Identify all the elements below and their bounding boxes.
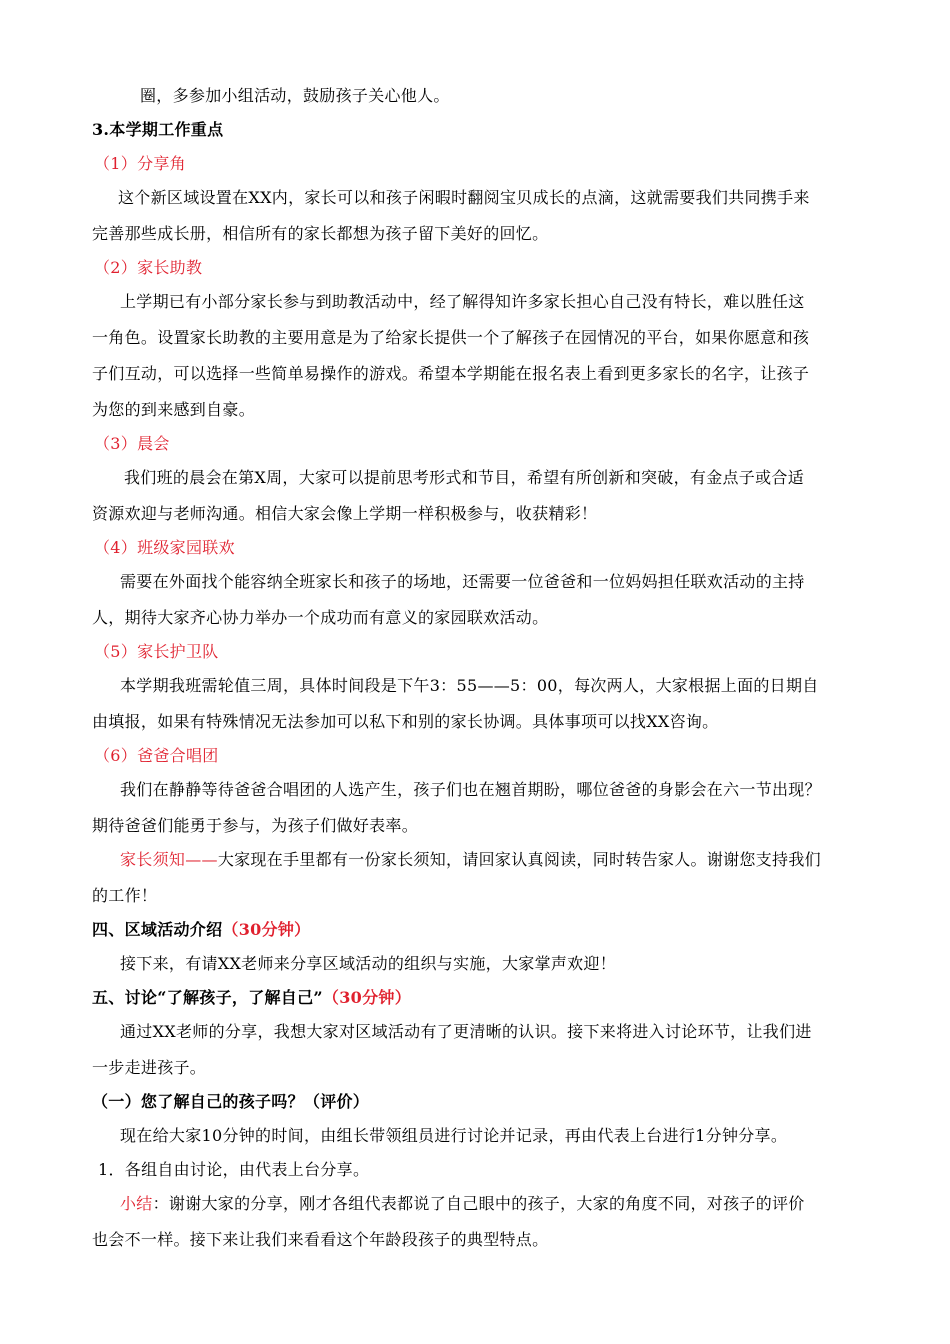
paragraph-line: 本学期我班需轮值三周，具体时间段是下午3：55——5：00，每次两人，大家根据上面的日期自 (120, 676, 819, 695)
paragraph-line: 的工作！ (92, 886, 158, 905)
section-title: 四、区域活动介绍 (92, 920, 223, 939)
paragraph-line: 子们互动，可以选择一些简单易操作的游戏。希望本学期能在报名表上看到更多家长的名字，让孩子 (92, 364, 810, 383)
paragraph-line: 接下来，有请XX老师来分享区域活动的组织与实施，大家掌声欢迎！ (120, 954, 617, 973)
section-heading: 3.本学期工作重点 (92, 120, 224, 139)
paragraph-line: 资源欢迎与老师沟通。相信大家会像上学期一样积极参与，收获精彩！ (92, 504, 598, 523)
paragraph-line: 我们班的晨会在第X周，大家可以提前思考形式和节目，希望有所创新和突破，有金点子或合适 (124, 468, 804, 487)
paragraph-line: 现在给大家10分钟的时间，由组长带领组员进行讨论并记录，再由代表上台进行1分钟分享。 (120, 1126, 788, 1145)
subsection-heading-morning-meeting: （3）晨会 (94, 434, 170, 453)
paragraph-line: 这个新区域设置在XX内，家长可以和孩子闲暇时翻阅宝贝成长的点滴，这就需要我们共同携手来 (118, 188, 810, 207)
section-title: 五、讨论“了解孩子，了解自己” (92, 988, 323, 1007)
summary-text: ：谢谢大家的分享，刚才各组代表都说了自己眼中的孩子，大家的角度不同，对孩子的评价 (152, 1194, 805, 1213)
section-duration: （30分钟） (222, 920, 311, 939)
section-heading-area-activities (92, 920, 310, 940)
summary-line (120, 1194, 805, 1214)
parent-notice-text: 大家现在手里都有一份家长须知，请回家认真阅读，同时转告家人。谢谢您支持我们 (217, 850, 821, 869)
subsection-heading-dads-choir: （6）爸爸合唱团 (94, 746, 219, 765)
paragraph-line: 一角色。设置家长助教的主要用意是为了给家长提供一个了解孩子在园情况的平台，如果你愿意和孩 (92, 328, 810, 347)
paragraph-line: 一步走进孩子。 (92, 1058, 207, 1077)
paragraph-line: 我们在静静等待爸爸合唱团的人选产生，孩子们也在翘首期盼，哪位爸爸的身影会在六一节出现？ (120, 780, 821, 799)
summary-label: 小结 (120, 1194, 153, 1213)
subsection-heading-class-party: （4）班级家园联欢 (94, 538, 235, 557)
subsection-heading-sharing-corner: （1）分享角 (94, 154, 186, 173)
parent-notice-label: 家长须知—— (120, 850, 218, 869)
paragraph-line: 为您的到来感到自豪。 (92, 400, 256, 419)
subsection-heading-know-your-child: （一）您了解自己的孩子吗？（评价） (92, 1092, 370, 1111)
paragraph-line: 上学期已有小部分家长参与到助教活动中，经了解得知许多家长担心自己没有特长，难以胜任这 (120, 292, 805, 311)
paragraph-line: 由填报，如果有特殊情况无法参加可以私下和别的家长协调。具体事项可以找XX咨询。 (92, 712, 719, 731)
paragraph-line: 人，期待大家齐心协力举办一个成功而有意义的家园联欢活动。 (92, 608, 549, 627)
section-heading-discussion (92, 988, 411, 1008)
list-item: 1．各组自由讨论，由代表上台分享。 (98, 1160, 370, 1179)
paragraph-line: 也会不一样。接下来让我们来看看这个年龄段孩子的典型特点。 (92, 1230, 549, 1249)
subsection-heading-parent-guard: （5）家长护卫队 (94, 642, 219, 661)
section-duration: （30分钟） (322, 988, 411, 1007)
subsection-heading-parent-assistant: （2）家长助教 (94, 258, 203, 277)
paragraph-line: 需要在外面找个能容纳全班家长和孩子的场地，还需要一位爸爸和一位妈妈担任联欢活动的主持 (120, 572, 805, 591)
paragraph-line: 完善那些成长册，相信所有的家长都想为孩子留下美好的回忆。 (92, 224, 549, 243)
paragraph-line: 通过XX老师的分享，我想大家对区域活动有了更清晰的认识。接下来将进入讨论环节，让我们进 (120, 1022, 812, 1041)
parent-notice-line (120, 850, 821, 870)
paragraph-line: 圈，多参加小组活动，鼓励孩子关心他人。 (140, 86, 450, 105)
paragraph-line: 期待爸爸们能勇于参与，为孩子们做好表率。 (92, 816, 419, 835)
